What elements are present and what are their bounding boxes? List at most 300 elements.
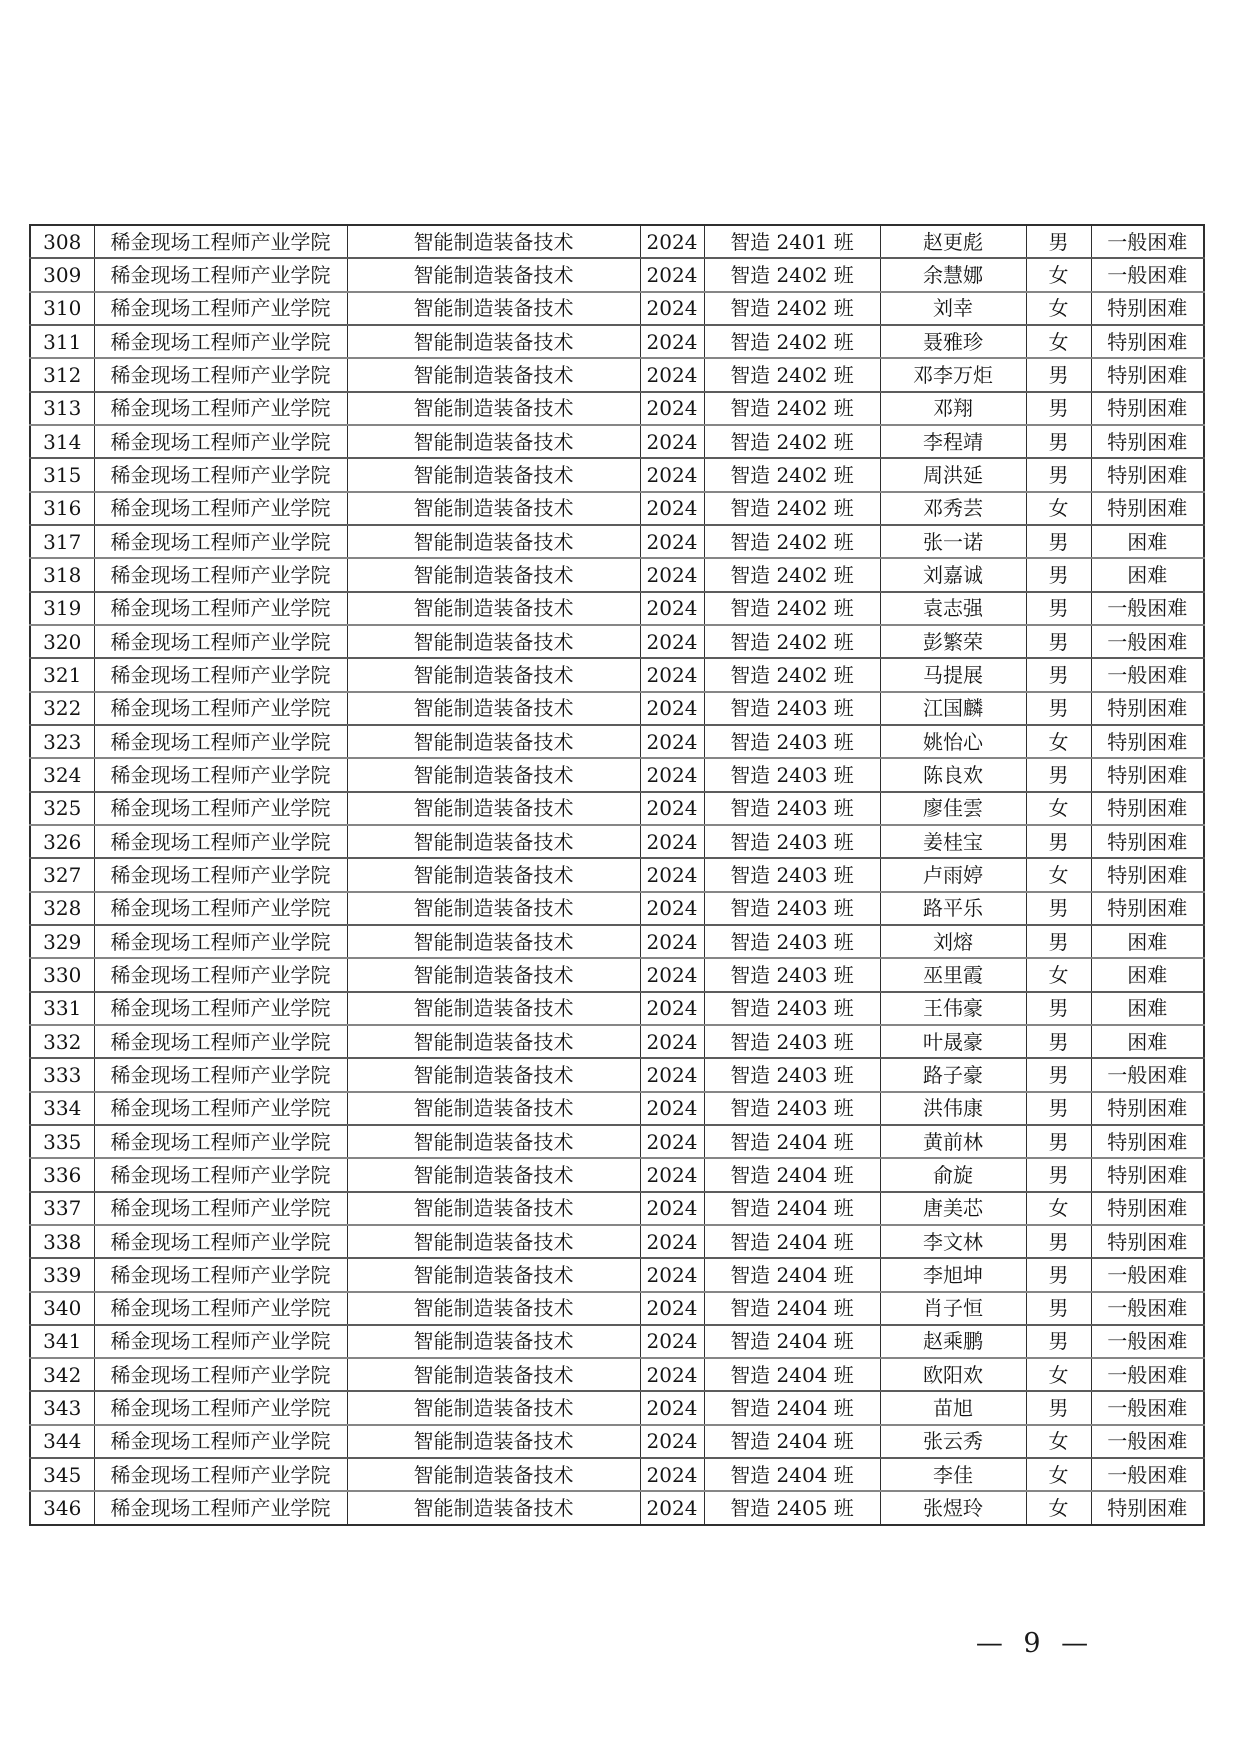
college-cell: 稀金现场工程师产业学院 — [94, 1192, 347, 1225]
student-name-cell: 刘熔 — [880, 925, 1026, 958]
student-name-cell: 邓李万炬 — [880, 358, 1026, 391]
major-cell: 智能制造装备技术 — [347, 458, 640, 491]
major-cell: 智能制造装备技术 — [347, 1158, 640, 1191]
table-row — [30, 392, 1204, 425]
college-cell: 稀金现场工程师产业学院 — [94, 925, 347, 958]
grade-year-cell: 2024 — [640, 492, 704, 525]
class-name-cell: 智造 2402 班 — [704, 558, 880, 591]
gender-cell: 男 — [1026, 758, 1091, 791]
table-row — [30, 325, 1204, 358]
class-name-cell: 智造 2402 班 — [704, 258, 880, 291]
table-row — [30, 1458, 1204, 1491]
class-name-cell: 智造 2403 班 — [704, 758, 880, 791]
student-name-cell: 张一诺 — [880, 525, 1026, 558]
serial-number-cell: 318 — [30, 558, 94, 591]
college-cell: 稀金现场工程师产业学院 — [94, 325, 347, 358]
serial-number-cell: 309 — [30, 258, 94, 291]
grade-year-cell: 2024 — [640, 1425, 704, 1458]
college-cell: 稀金现场工程师产业学院 — [94, 625, 347, 658]
class-name-cell: 智造 2404 班 — [704, 1225, 880, 1258]
major-cell: 智能制造装备技术 — [347, 558, 640, 591]
gender-cell: 女 — [1026, 1458, 1091, 1491]
college-cell: 稀金现场工程师产业学院 — [94, 1391, 347, 1424]
college-cell: 稀金现场工程师产业学院 — [94, 1325, 347, 1358]
student-name-cell: 廖佳雲 — [880, 792, 1026, 825]
gender-cell: 男 — [1026, 1258, 1091, 1291]
serial-number-cell: 337 — [30, 1192, 94, 1225]
table-row — [30, 1025, 1204, 1058]
grade-year-cell: 2024 — [640, 1125, 704, 1158]
college-cell: 稀金现场工程师产业学院 — [94, 958, 347, 991]
serial-number-cell: 344 — [30, 1425, 94, 1458]
class-name-cell: 智造 2403 班 — [704, 992, 880, 1025]
table-row — [30, 292, 1204, 325]
student-name-cell: 叶晟豪 — [880, 1025, 1026, 1058]
class-name-cell: 智造 2404 班 — [704, 1325, 880, 1358]
student-roster-table — [29, 224, 1205, 1526]
student-name-cell: 李程靖 — [880, 425, 1026, 458]
gender-cell: 男 — [1026, 925, 1091, 958]
major-cell: 智能制造装备技术 — [347, 225, 640, 258]
class-name-cell: 智造 2403 班 — [704, 958, 880, 991]
major-cell: 智能制造装备技术 — [347, 992, 640, 1025]
serial-number-cell: 338 — [30, 1225, 94, 1258]
table-row — [30, 992, 1204, 1025]
table-row — [30, 958, 1204, 991]
serial-number-cell: 342 — [30, 1358, 94, 1391]
difficulty-level-cell: 一般困难 — [1091, 1425, 1204, 1458]
student-name-cell: 路平乐 — [880, 892, 1026, 925]
table-row — [30, 1491, 1204, 1525]
gender-cell: 男 — [1026, 225, 1091, 258]
grade-year-cell: 2024 — [640, 558, 704, 591]
difficulty-level-cell: 特别困难 — [1091, 1192, 1204, 1225]
table-row — [30, 1125, 1204, 1158]
college-cell: 稀金现场工程师产业学院 — [94, 658, 347, 691]
grade-year-cell: 2024 — [640, 758, 704, 791]
difficulty-level-cell: 特别困难 — [1091, 692, 1204, 725]
serial-number-cell: 311 — [30, 325, 94, 358]
student-name-cell: 张云秀 — [880, 1425, 1026, 1458]
college-cell: 稀金现场工程师产业学院 — [94, 492, 347, 525]
major-cell: 智能制造装备技术 — [347, 325, 640, 358]
serial-number-cell: 320 — [30, 625, 94, 658]
table-row — [30, 1425, 1204, 1458]
difficulty-level-cell: 特别困难 — [1091, 825, 1204, 858]
grade-year-cell: 2024 — [640, 425, 704, 458]
class-name-cell: 智造 2402 班 — [704, 392, 880, 425]
class-name-cell: 智造 2401 班 — [704, 225, 880, 258]
college-cell: 稀金现场工程师产业学院 — [94, 825, 347, 858]
grade-year-cell: 2024 — [640, 292, 704, 325]
difficulty-level-cell: 一般困难 — [1091, 1458, 1204, 1491]
gender-cell: 男 — [1026, 592, 1091, 625]
difficulty-level-cell: 特别困难 — [1091, 325, 1204, 358]
student-name-cell: 邓秀芸 — [880, 492, 1026, 525]
gender-cell: 男 — [1026, 625, 1091, 658]
college-cell: 稀金现场工程师产业学院 — [94, 1225, 347, 1258]
class-name-cell: 智造 2403 班 — [704, 858, 880, 891]
table-row — [30, 225, 1204, 258]
student-name-cell: 李佳 — [880, 1458, 1026, 1491]
major-cell: 智能制造装备技术 — [347, 725, 640, 758]
table-row — [30, 592, 1204, 625]
difficulty-level-cell: 特别困难 — [1091, 758, 1204, 791]
table-row — [30, 692, 1204, 725]
serial-number-cell: 314 — [30, 425, 94, 458]
student-name-cell: 俞旋 — [880, 1158, 1026, 1191]
student-name-cell: 赵乘鹏 — [880, 1325, 1026, 1358]
class-name-cell: 智造 2403 班 — [704, 1058, 880, 1091]
major-cell: 智能制造装备技术 — [347, 1192, 640, 1225]
gender-cell: 女 — [1026, 325, 1091, 358]
major-cell: 智能制造装备技术 — [347, 1025, 640, 1058]
college-cell: 稀金现场工程师产业学院 — [94, 1025, 347, 1058]
grade-year-cell: 2024 — [640, 825, 704, 858]
serial-number-cell: 333 — [30, 1058, 94, 1091]
college-cell: 稀金现场工程师产业学院 — [94, 425, 347, 458]
class-name-cell: 智造 2404 班 — [704, 1258, 880, 1291]
class-name-cell: 智造 2402 班 — [704, 358, 880, 391]
difficulty-level-cell: 一般困难 — [1091, 1258, 1204, 1291]
college-cell: 稀金现场工程师产业学院 — [94, 458, 347, 491]
difficulty-level-cell: 特别困难 — [1091, 492, 1204, 525]
student-name-cell: 聂雅珍 — [880, 325, 1026, 358]
grade-year-cell: 2024 — [640, 225, 704, 258]
major-cell: 智能制造装备技术 — [347, 1225, 640, 1258]
student-table-body — [30, 225, 1204, 1525]
gender-cell: 男 — [1026, 358, 1091, 391]
table-row — [30, 1092, 1204, 1125]
class-name-cell: 智造 2402 班 — [704, 525, 880, 558]
table-row — [30, 858, 1204, 891]
gender-cell: 男 — [1026, 1158, 1091, 1191]
grade-year-cell: 2024 — [640, 692, 704, 725]
college-cell: 稀金现场工程师产业学院 — [94, 1125, 347, 1158]
student-name-cell: 肖子恒 — [880, 1292, 1026, 1325]
gender-cell: 女 — [1026, 1491, 1091, 1525]
student-name-cell: 张煜玲 — [880, 1491, 1026, 1525]
difficulty-level-cell: 特别困难 — [1091, 458, 1204, 491]
serial-number-cell: 345 — [30, 1458, 94, 1491]
student-name-cell: 李旭坤 — [880, 1258, 1026, 1291]
grade-year-cell: 2024 — [640, 1225, 704, 1258]
difficulty-level-cell: 一般困难 — [1091, 225, 1204, 258]
major-cell: 智能制造装备技术 — [347, 592, 640, 625]
student-name-cell: 黄前林 — [880, 1125, 1026, 1158]
gender-cell: 男 — [1026, 992, 1091, 1025]
serial-number-cell: 325 — [30, 792, 94, 825]
difficulty-level-cell: 特别困难 — [1091, 392, 1204, 425]
class-name-cell: 智造 2404 班 — [704, 1425, 880, 1458]
college-cell: 稀金现场工程师产业学院 — [94, 1258, 347, 1291]
difficulty-level-cell: 特别困难 — [1091, 1225, 1204, 1258]
college-cell: 稀金现场工程师产业学院 — [94, 392, 347, 425]
gender-cell: 男 — [1026, 692, 1091, 725]
student-name-cell: 苗旭 — [880, 1391, 1026, 1424]
grade-year-cell: 2024 — [640, 1391, 704, 1424]
college-cell: 稀金现场工程师产业学院 — [94, 1358, 347, 1391]
serial-number-cell: 319 — [30, 592, 94, 625]
class-name-cell: 智造 2402 班 — [704, 625, 880, 658]
serial-number-cell: 330 — [30, 958, 94, 991]
difficulty-level-cell: 特别困难 — [1091, 1125, 1204, 1158]
serial-number-cell: 334 — [30, 1092, 94, 1125]
grade-year-cell: 2024 — [640, 1058, 704, 1091]
grade-year-cell: 2024 — [640, 925, 704, 958]
college-cell: 稀金现场工程师产业学院 — [94, 292, 347, 325]
major-cell: 智能制造装备技术 — [347, 792, 640, 825]
grade-year-cell: 2024 — [640, 1491, 704, 1525]
difficulty-level-cell: 一般困难 — [1091, 658, 1204, 691]
major-cell: 智能制造装备技术 — [347, 525, 640, 558]
table-row — [30, 625, 1204, 658]
student-name-cell: 欧阳欢 — [880, 1358, 1026, 1391]
table-row — [30, 1358, 1204, 1391]
major-cell: 智能制造装备技术 — [347, 825, 640, 858]
class-name-cell: 智造 2404 班 — [704, 1158, 880, 1191]
class-name-cell: 智造 2403 班 — [704, 1025, 880, 1058]
student-name-cell: 姚怡心 — [880, 725, 1026, 758]
major-cell: 智能制造装备技术 — [347, 258, 640, 291]
table-row — [30, 825, 1204, 858]
serial-number-cell: 332 — [30, 1025, 94, 1058]
college-cell: 稀金现场工程师产业学院 — [94, 1058, 347, 1091]
student-name-cell: 彭繁荣 — [880, 625, 1026, 658]
student-name-cell: 马提展 — [880, 658, 1026, 691]
student-name-cell: 陈良欢 — [880, 758, 1026, 791]
table-row — [30, 258, 1204, 291]
major-cell: 智能制造装备技术 — [347, 1058, 640, 1091]
class-name-cell: 智造 2402 班 — [704, 292, 880, 325]
serial-number-cell: 343 — [30, 1391, 94, 1424]
student-name-cell: 王伟豪 — [880, 992, 1026, 1025]
difficulty-level-cell: 困难 — [1091, 992, 1204, 1025]
gender-cell: 女 — [1026, 258, 1091, 291]
gender-cell: 女 — [1026, 1425, 1091, 1458]
class-name-cell: 智造 2404 班 — [704, 1192, 880, 1225]
student-name-cell: 袁志强 — [880, 592, 1026, 625]
difficulty-level-cell: 一般困难 — [1091, 258, 1204, 291]
college-cell: 稀金现场工程师产业学院 — [94, 892, 347, 925]
grade-year-cell: 2024 — [640, 958, 704, 991]
table-row — [30, 1391, 1204, 1424]
gender-cell: 男 — [1026, 892, 1091, 925]
college-cell: 稀金现场工程师产业学院 — [94, 1425, 347, 1458]
grade-year-cell: 2024 — [640, 1325, 704, 1358]
difficulty-level-cell: 特别困难 — [1091, 792, 1204, 825]
student-name-cell: 余慧娜 — [880, 258, 1026, 291]
grade-year-cell: 2024 — [640, 1158, 704, 1191]
major-cell: 智能制造装备技术 — [347, 292, 640, 325]
major-cell: 智能制造装备技术 — [347, 892, 640, 925]
table-row — [30, 1192, 1204, 1225]
class-name-cell: 智造 2402 班 — [704, 658, 880, 691]
major-cell: 智能制造装备技术 — [347, 1358, 640, 1391]
gender-cell: 男 — [1026, 425, 1091, 458]
serial-number-cell: 323 — [30, 725, 94, 758]
difficulty-level-cell: 特别困难 — [1091, 1491, 1204, 1525]
gender-cell: 女 — [1026, 292, 1091, 325]
table-row — [30, 525, 1204, 558]
college-cell: 稀金现场工程师产业学院 — [94, 692, 347, 725]
class-name-cell: 智造 2404 班 — [704, 1391, 880, 1424]
class-name-cell: 智造 2404 班 — [704, 1358, 880, 1391]
difficulty-level-cell: 一般困难 — [1091, 1358, 1204, 1391]
major-cell: 智能制造装备技术 — [347, 958, 640, 991]
class-name-cell: 智造 2403 班 — [704, 725, 880, 758]
class-name-cell: 智造 2402 班 — [704, 425, 880, 458]
major-cell: 智能制造装备技术 — [347, 492, 640, 525]
class-name-cell: 智造 2403 班 — [704, 692, 880, 725]
gender-cell: 男 — [1026, 392, 1091, 425]
table-row — [30, 1258, 1204, 1291]
table-row — [30, 425, 1204, 458]
college-cell: 稀金现场工程师产业学院 — [94, 792, 347, 825]
major-cell: 智能制造装备技术 — [347, 858, 640, 891]
class-name-cell: 智造 2404 班 — [704, 1125, 880, 1158]
college-cell: 稀金现场工程师产业学院 — [94, 225, 347, 258]
student-name-cell: 江国麟 — [880, 692, 1026, 725]
college-cell: 稀金现场工程师产业学院 — [94, 758, 347, 791]
major-cell: 智能制造装备技术 — [347, 1092, 640, 1125]
grade-year-cell: 2024 — [640, 525, 704, 558]
table-row — [30, 1058, 1204, 1091]
table-row — [30, 925, 1204, 958]
college-cell: 稀金现场工程师产业学院 — [94, 1158, 347, 1191]
college-cell: 稀金现场工程师产业学院 — [94, 1092, 347, 1125]
difficulty-level-cell: 困难 — [1091, 525, 1204, 558]
student-name-cell: 赵更彪 — [880, 225, 1026, 258]
major-cell: 智能制造装备技术 — [347, 425, 640, 458]
serial-number-cell: 315 — [30, 458, 94, 491]
student-name-cell: 巫里霞 — [880, 958, 1026, 991]
difficulty-level-cell: 困难 — [1091, 925, 1204, 958]
major-cell: 智能制造装备技术 — [347, 625, 640, 658]
major-cell: 智能制造装备技术 — [347, 1458, 640, 1491]
grade-year-cell: 2024 — [640, 258, 704, 291]
serial-number-cell: 322 — [30, 692, 94, 725]
major-cell: 智能制造装备技术 — [347, 658, 640, 691]
college-cell: 稀金现场工程师产业学院 — [94, 1491, 347, 1525]
student-name-cell: 刘嘉诚 — [880, 558, 1026, 591]
grade-year-cell: 2024 — [640, 325, 704, 358]
student-name-cell: 路子豪 — [880, 1058, 1026, 1091]
student-name-cell: 周洪延 — [880, 458, 1026, 491]
difficulty-level-cell: 特别困难 — [1091, 358, 1204, 391]
major-cell: 智能制造装备技术 — [347, 758, 640, 791]
serial-number-cell: 346 — [30, 1491, 94, 1525]
major-cell: 智能制造装备技术 — [347, 925, 640, 958]
gender-cell: 男 — [1026, 1025, 1091, 1058]
class-name-cell: 智造 2404 班 — [704, 1458, 880, 1491]
gender-cell: 男 — [1026, 1292, 1091, 1325]
student-name-cell: 卢雨婷 — [880, 858, 1026, 891]
college-cell: 稀金现场工程师产业学院 — [94, 858, 347, 891]
serial-number-cell: 328 — [30, 892, 94, 925]
gender-cell: 女 — [1026, 492, 1091, 525]
serial-number-cell: 310 — [30, 292, 94, 325]
grade-year-cell: 2024 — [640, 1192, 704, 1225]
gender-cell: 女 — [1026, 792, 1091, 825]
college-cell: 稀金现场工程师产业学院 — [94, 358, 347, 391]
serial-number-cell: 321 — [30, 658, 94, 691]
serial-number-cell: 312 — [30, 358, 94, 391]
gender-cell: 男 — [1026, 1092, 1091, 1125]
class-name-cell: 智造 2402 班 — [704, 592, 880, 625]
college-cell: 稀金现场工程师产业学院 — [94, 525, 347, 558]
college-cell: 稀金现场工程师产业学院 — [94, 1292, 347, 1325]
grade-year-cell: 2024 — [640, 1092, 704, 1125]
major-cell: 智能制造装备技术 — [347, 358, 640, 391]
gender-cell: 男 — [1026, 558, 1091, 591]
table-row — [30, 358, 1204, 391]
grade-year-cell: 2024 — [640, 358, 704, 391]
class-name-cell: 智造 2402 班 — [704, 458, 880, 491]
student-name-cell: 唐美芯 — [880, 1192, 1026, 1225]
class-name-cell: 智造 2402 班 — [704, 325, 880, 358]
class-name-cell: 智造 2405 班 — [704, 1491, 880, 1525]
table-row — [30, 1292, 1204, 1325]
table-row — [30, 1158, 1204, 1191]
class-name-cell: 智造 2404 班 — [704, 1292, 880, 1325]
class-name-cell: 智造 2403 班 — [704, 892, 880, 925]
serial-number-cell: 340 — [30, 1292, 94, 1325]
difficulty-level-cell: 一般困难 — [1091, 592, 1204, 625]
student-name-cell: 邓翔 — [880, 392, 1026, 425]
student-name-cell: 李文林 — [880, 1225, 1026, 1258]
table-row — [30, 658, 1204, 691]
gender-cell: 男 — [1026, 1391, 1091, 1424]
serial-number-cell: 335 — [30, 1125, 94, 1158]
table-row — [30, 792, 1204, 825]
major-cell: 智能制造装备技术 — [347, 1125, 640, 1158]
table-row — [30, 1225, 1204, 1258]
major-cell: 智能制造装备技术 — [347, 1292, 640, 1325]
grade-year-cell: 2024 — [640, 792, 704, 825]
class-name-cell: 智造 2403 班 — [704, 825, 880, 858]
table-row — [30, 725, 1204, 758]
serial-number-cell: 326 — [30, 825, 94, 858]
grade-year-cell: 2024 — [640, 658, 704, 691]
difficulty-level-cell: 一般困难 — [1091, 625, 1204, 658]
difficulty-level-cell: 特别困难 — [1091, 425, 1204, 458]
major-cell: 智能制造装备技术 — [347, 1491, 640, 1525]
difficulty-level-cell: 一般困难 — [1091, 1058, 1204, 1091]
serial-number-cell: 324 — [30, 758, 94, 791]
grade-year-cell: 2024 — [640, 392, 704, 425]
gender-cell: 男 — [1026, 1125, 1091, 1158]
class-name-cell: 智造 2402 班 — [704, 492, 880, 525]
difficulty-level-cell: 困难 — [1091, 958, 1204, 991]
major-cell: 智能制造装备技术 — [347, 692, 640, 725]
class-name-cell: 智造 2403 班 — [704, 925, 880, 958]
gender-cell: 女 — [1026, 1192, 1091, 1225]
grade-year-cell: 2024 — [640, 992, 704, 1025]
gender-cell: 男 — [1026, 1325, 1091, 1358]
gender-cell: 男 — [1026, 658, 1091, 691]
student-name-cell: 刘幸 — [880, 292, 1026, 325]
college-cell: 稀金现场工程师产业学院 — [94, 592, 347, 625]
grade-year-cell: 2024 — [640, 892, 704, 925]
difficulty-level-cell: 困难 — [1091, 1025, 1204, 1058]
grade-year-cell: 2024 — [640, 858, 704, 891]
gender-cell: 女 — [1026, 1358, 1091, 1391]
serial-number-cell: 336 — [30, 1158, 94, 1191]
college-cell: 稀金现场工程师产业学院 — [94, 992, 347, 1025]
student-name-cell: 姜桂宝 — [880, 825, 1026, 858]
major-cell: 智能制造装备技术 — [347, 392, 640, 425]
